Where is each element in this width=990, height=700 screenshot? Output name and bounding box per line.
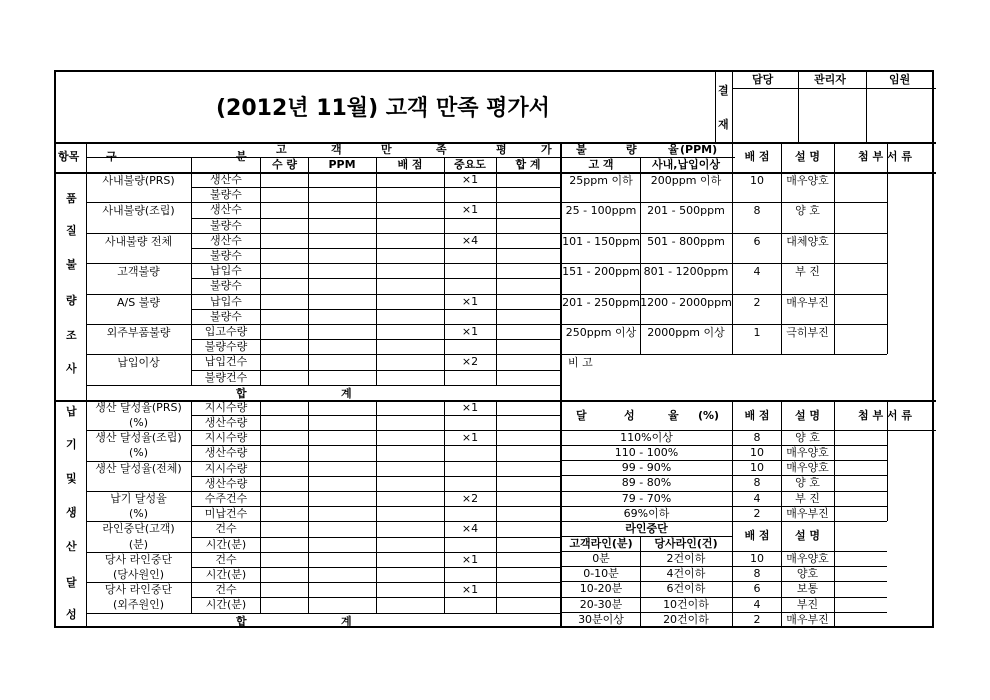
side-label: 생 xyxy=(66,505,77,519)
header-desc: 설 명 xyxy=(794,150,821,163)
header-sub: 수 량 xyxy=(271,158,298,171)
row-name: 생산 달성율(PRS) xyxy=(95,400,182,414)
side-label: 사 xyxy=(66,362,77,375)
line-customer: 0분 xyxy=(592,552,610,565)
page-title: (2012년 11월) 고객 만족 평가서 xyxy=(216,96,550,121)
rate-score: 4 xyxy=(753,491,761,505)
line-desc: 매우부진 xyxy=(786,612,829,626)
header-customer-eval: 만 xyxy=(381,143,392,156)
header-sub: 중요도 xyxy=(454,158,486,171)
row-measure: 생산수량 xyxy=(204,476,248,490)
row-measure: 생산수량 xyxy=(204,416,248,429)
row-weight: ×4 xyxy=(461,522,479,536)
row-measure: 불량수량 xyxy=(204,340,248,354)
row-name: 사내불량 전체 xyxy=(104,234,173,248)
row-measure: 불량수 xyxy=(210,218,242,232)
row-measure: 건수 xyxy=(215,522,237,536)
row-measure: 미납건수 xyxy=(204,507,248,521)
row-measure: 지시수량 xyxy=(204,461,248,475)
row-name: 라인중단(고객) xyxy=(102,522,175,536)
line-desc: 매우양호 xyxy=(786,552,829,565)
header-defect: 량 xyxy=(626,143,637,156)
total-label: 계 xyxy=(341,614,352,628)
row-measure: 불량수 xyxy=(210,309,242,323)
row-name: 납입이상 xyxy=(117,356,160,370)
header-customer-eval: 가 xyxy=(541,143,552,156)
rate-range: 69%이하 xyxy=(623,506,670,520)
criteria-score: 8 xyxy=(753,204,761,218)
row-weight: ×4 xyxy=(461,233,479,247)
side-label: 산 xyxy=(66,539,77,553)
row-weight: ×1 xyxy=(461,552,479,566)
approval-col-staff: 담당 xyxy=(752,73,774,86)
rate-range: 110%이상 xyxy=(620,430,673,444)
row-weight: ×1 xyxy=(461,173,479,186)
header-rate: (%) xyxy=(698,408,720,422)
header-rate: 율 xyxy=(668,408,679,422)
criteria-internal: 501 - 800ppm xyxy=(647,234,725,248)
rate-desc: 매우부진 xyxy=(786,506,829,520)
criteria-score: 1 xyxy=(753,326,761,339)
line-own: 4건이하 xyxy=(666,567,706,581)
line-customer: 20-30분 xyxy=(579,597,623,611)
row-name: 납기 달성율 xyxy=(110,492,167,505)
criteria-score: 6 xyxy=(753,234,761,248)
row-measure: 건수 xyxy=(215,552,237,566)
line-desc: 부진 xyxy=(796,597,819,611)
header-defect: 율 xyxy=(668,143,679,156)
header-sub: PPM xyxy=(328,158,356,171)
rate-desc: 매우양호 xyxy=(786,446,829,459)
row-measure: 생산수 xyxy=(210,173,242,186)
line-own: 6건이하 xyxy=(666,582,706,596)
approval-col-manager: 관리자 xyxy=(814,73,846,86)
header-sub: 배 점 xyxy=(397,158,423,171)
rate-score: 8 xyxy=(753,430,761,444)
row-name: (외주원인) xyxy=(112,598,165,612)
header-score: 배 점 xyxy=(744,529,770,542)
row-name: 고객불량 xyxy=(117,265,160,279)
side-label: 량 xyxy=(66,294,77,307)
line-customer: 0-10분 xyxy=(583,567,619,581)
row-weight: ×1 xyxy=(461,325,479,338)
side-label: 품 xyxy=(66,192,77,205)
rate-range: 89 - 80% xyxy=(621,476,672,490)
line-desc: 보통 xyxy=(796,582,819,596)
rate-desc: 양 호 xyxy=(795,476,820,490)
row-measure: 입고수량 xyxy=(204,325,248,338)
header-customer-eval: 고 xyxy=(276,143,287,156)
row-name: 생산 달성율(조립) xyxy=(95,431,182,445)
line-score: 10 xyxy=(750,552,764,565)
side-label: 성 xyxy=(66,607,77,621)
line-customer: 30분이상 xyxy=(578,612,624,626)
approval-label: 결 xyxy=(718,84,729,97)
criteria-desc: 매우부진 xyxy=(786,295,829,309)
row-measure: 시간(분) xyxy=(205,598,247,612)
criteria-desc: 극히부진 xyxy=(786,326,829,339)
header-customer-eval: 평 xyxy=(496,143,507,156)
row-measure: 생산수 xyxy=(210,233,242,247)
row-measure: 납입수 xyxy=(210,294,242,308)
side-label: 달 xyxy=(66,575,77,589)
criteria-score: 10 xyxy=(750,174,764,187)
header-line-own: 당사라인(건) xyxy=(654,537,718,550)
rate-score: 2 xyxy=(753,506,761,520)
row-measure: 불량건수 xyxy=(204,370,248,384)
row-name: 생산 달성율(전체) xyxy=(95,461,182,475)
line-score: 8 xyxy=(753,567,761,581)
total-label: 합 xyxy=(236,386,247,400)
row-weight: ×1 xyxy=(461,400,479,414)
row-weight: ×2 xyxy=(461,492,479,505)
rate-score: 10 xyxy=(750,461,764,475)
line-score: 2 xyxy=(753,612,761,626)
row-name: (당사원인) xyxy=(112,568,165,581)
header-score: 배 점 xyxy=(744,408,770,422)
row-name: (%) xyxy=(128,507,149,521)
criteria-internal: 1200 - 2000ppm xyxy=(640,295,732,309)
header-defect-customer: 고 객 xyxy=(588,158,614,171)
criteria-score: 2 xyxy=(753,295,761,309)
rate-score: 8 xyxy=(753,476,761,490)
line-customer: 10-20분 xyxy=(579,582,623,596)
total-label: 합 xyxy=(236,614,247,628)
header-line-stop: 라인중단 xyxy=(625,522,668,535)
row-measure: 생산수량 xyxy=(204,446,248,460)
header-score: 배 점 xyxy=(744,150,770,163)
header-desc: 설 명 xyxy=(794,408,821,422)
header-defect: 불 xyxy=(576,143,587,156)
side-label: 조 xyxy=(66,329,77,342)
header-rate: 성 xyxy=(624,408,635,422)
rate-score: 10 xyxy=(750,446,764,459)
rate-desc: 양 호 xyxy=(795,430,820,444)
row-measure: 불량수 xyxy=(210,279,242,293)
criteria-desc: 매우양호 xyxy=(786,174,829,187)
row-measure: 지시수량 xyxy=(204,431,248,445)
row-name: 당사 라인중단 xyxy=(104,552,173,566)
side-label: 질 xyxy=(66,224,77,237)
rate-desc: 매우양호 xyxy=(786,461,829,475)
approval-col-executive: 임원 xyxy=(889,73,911,86)
line-own: 20건이하 xyxy=(663,612,709,626)
side-label: 불 xyxy=(66,258,77,271)
row-weight: ×1 xyxy=(461,294,479,308)
rate-range: 110 - 100% xyxy=(614,446,679,459)
header-defect: (PPM) xyxy=(680,143,718,156)
line-desc: 양호 xyxy=(796,567,819,581)
criteria-customer: 250ppm 이상 xyxy=(565,326,637,339)
header-category: 구 xyxy=(106,150,117,163)
header-attach: 첨 부 서 류 xyxy=(858,408,912,422)
row-weight: ×1 xyxy=(461,203,479,217)
criteria-internal: 801 - 1200ppm xyxy=(643,265,729,279)
row-weight: ×1 xyxy=(461,583,479,597)
row-measure: 불량수 xyxy=(210,188,242,202)
header-rate: 달 xyxy=(576,408,587,422)
row-measure: 생산수 xyxy=(210,203,242,217)
row-name: 외주부품불량 xyxy=(106,326,171,339)
criteria-desc: 대체양호 xyxy=(786,234,829,248)
rate-range: 99 - 90% xyxy=(621,461,672,475)
criteria-customer: 201 - 250ppm xyxy=(562,295,640,309)
header-attach: 첨 부 서 류 xyxy=(858,150,912,163)
criteria-internal: 200ppm 이하 xyxy=(650,174,722,187)
row-name: (분) xyxy=(128,537,149,551)
criteria-internal: 2000ppm 이상 xyxy=(647,326,725,339)
row-measure: 납입건수 xyxy=(204,355,248,369)
header-line-customer: 고객라인(분) xyxy=(569,537,633,550)
rate-desc: 부 진 xyxy=(795,491,820,505)
row-measure: 시간(분) xyxy=(205,568,247,581)
criteria-desc: 양 호 xyxy=(795,204,820,218)
row-measure: 시간(분) xyxy=(205,537,247,551)
row-weight: ×1 xyxy=(461,431,479,445)
side-label: 기 xyxy=(66,437,77,451)
header-desc: 설 명 xyxy=(794,529,821,542)
row-name: A/S 불량 xyxy=(117,295,160,309)
row-weight: ×2 xyxy=(461,355,479,369)
header-customer-eval: 객 xyxy=(331,143,342,156)
row-measure: 수주건수 xyxy=(204,492,248,505)
criteria-customer: 25ppm 이하 xyxy=(569,174,633,187)
line-score: 4 xyxy=(753,597,761,611)
line-score: 6 xyxy=(753,582,761,596)
row-name: 사내불량(조립) xyxy=(102,204,175,218)
criteria-customer: 25 - 100ppm xyxy=(565,204,637,218)
rate-range: 79 - 70% xyxy=(621,491,672,505)
criteria-score: 4 xyxy=(753,265,761,279)
row-name: 당사 라인중단 xyxy=(104,583,173,597)
criteria-customer: 151 - 200ppm xyxy=(562,265,640,279)
row-name: (%) xyxy=(128,416,149,429)
header-sub: 합 계 xyxy=(515,158,541,171)
row-measure: 불량수 xyxy=(210,249,242,262)
criteria-customer: 101 - 150ppm xyxy=(562,234,640,248)
row-name: 사내불량(PRS) xyxy=(102,174,175,187)
side-label: 납 xyxy=(66,404,77,418)
criteria-internal: 201 - 500ppm xyxy=(647,204,725,218)
header-defect-internal: 사내,납입이상 xyxy=(652,158,720,171)
evaluation-sheet xyxy=(54,70,934,628)
row-measure: 지시수량 xyxy=(204,400,248,414)
header-customer-eval: 족 xyxy=(436,143,447,156)
row-measure: 납입수 xyxy=(210,264,242,278)
row-measure: 건수 xyxy=(215,583,237,597)
note-label: 비 고 xyxy=(568,356,593,370)
side-label: 및 xyxy=(66,471,77,485)
header-category: 분 xyxy=(236,150,247,163)
line-own: 10건이하 xyxy=(663,597,709,611)
total-label: 계 xyxy=(341,386,352,400)
row-name: (%) xyxy=(128,446,149,460)
criteria-desc: 부 진 xyxy=(795,265,820,279)
line-own: 2건이하 xyxy=(666,552,706,565)
approval-label: 재 xyxy=(718,118,729,131)
header-item: 항목 xyxy=(58,150,80,163)
